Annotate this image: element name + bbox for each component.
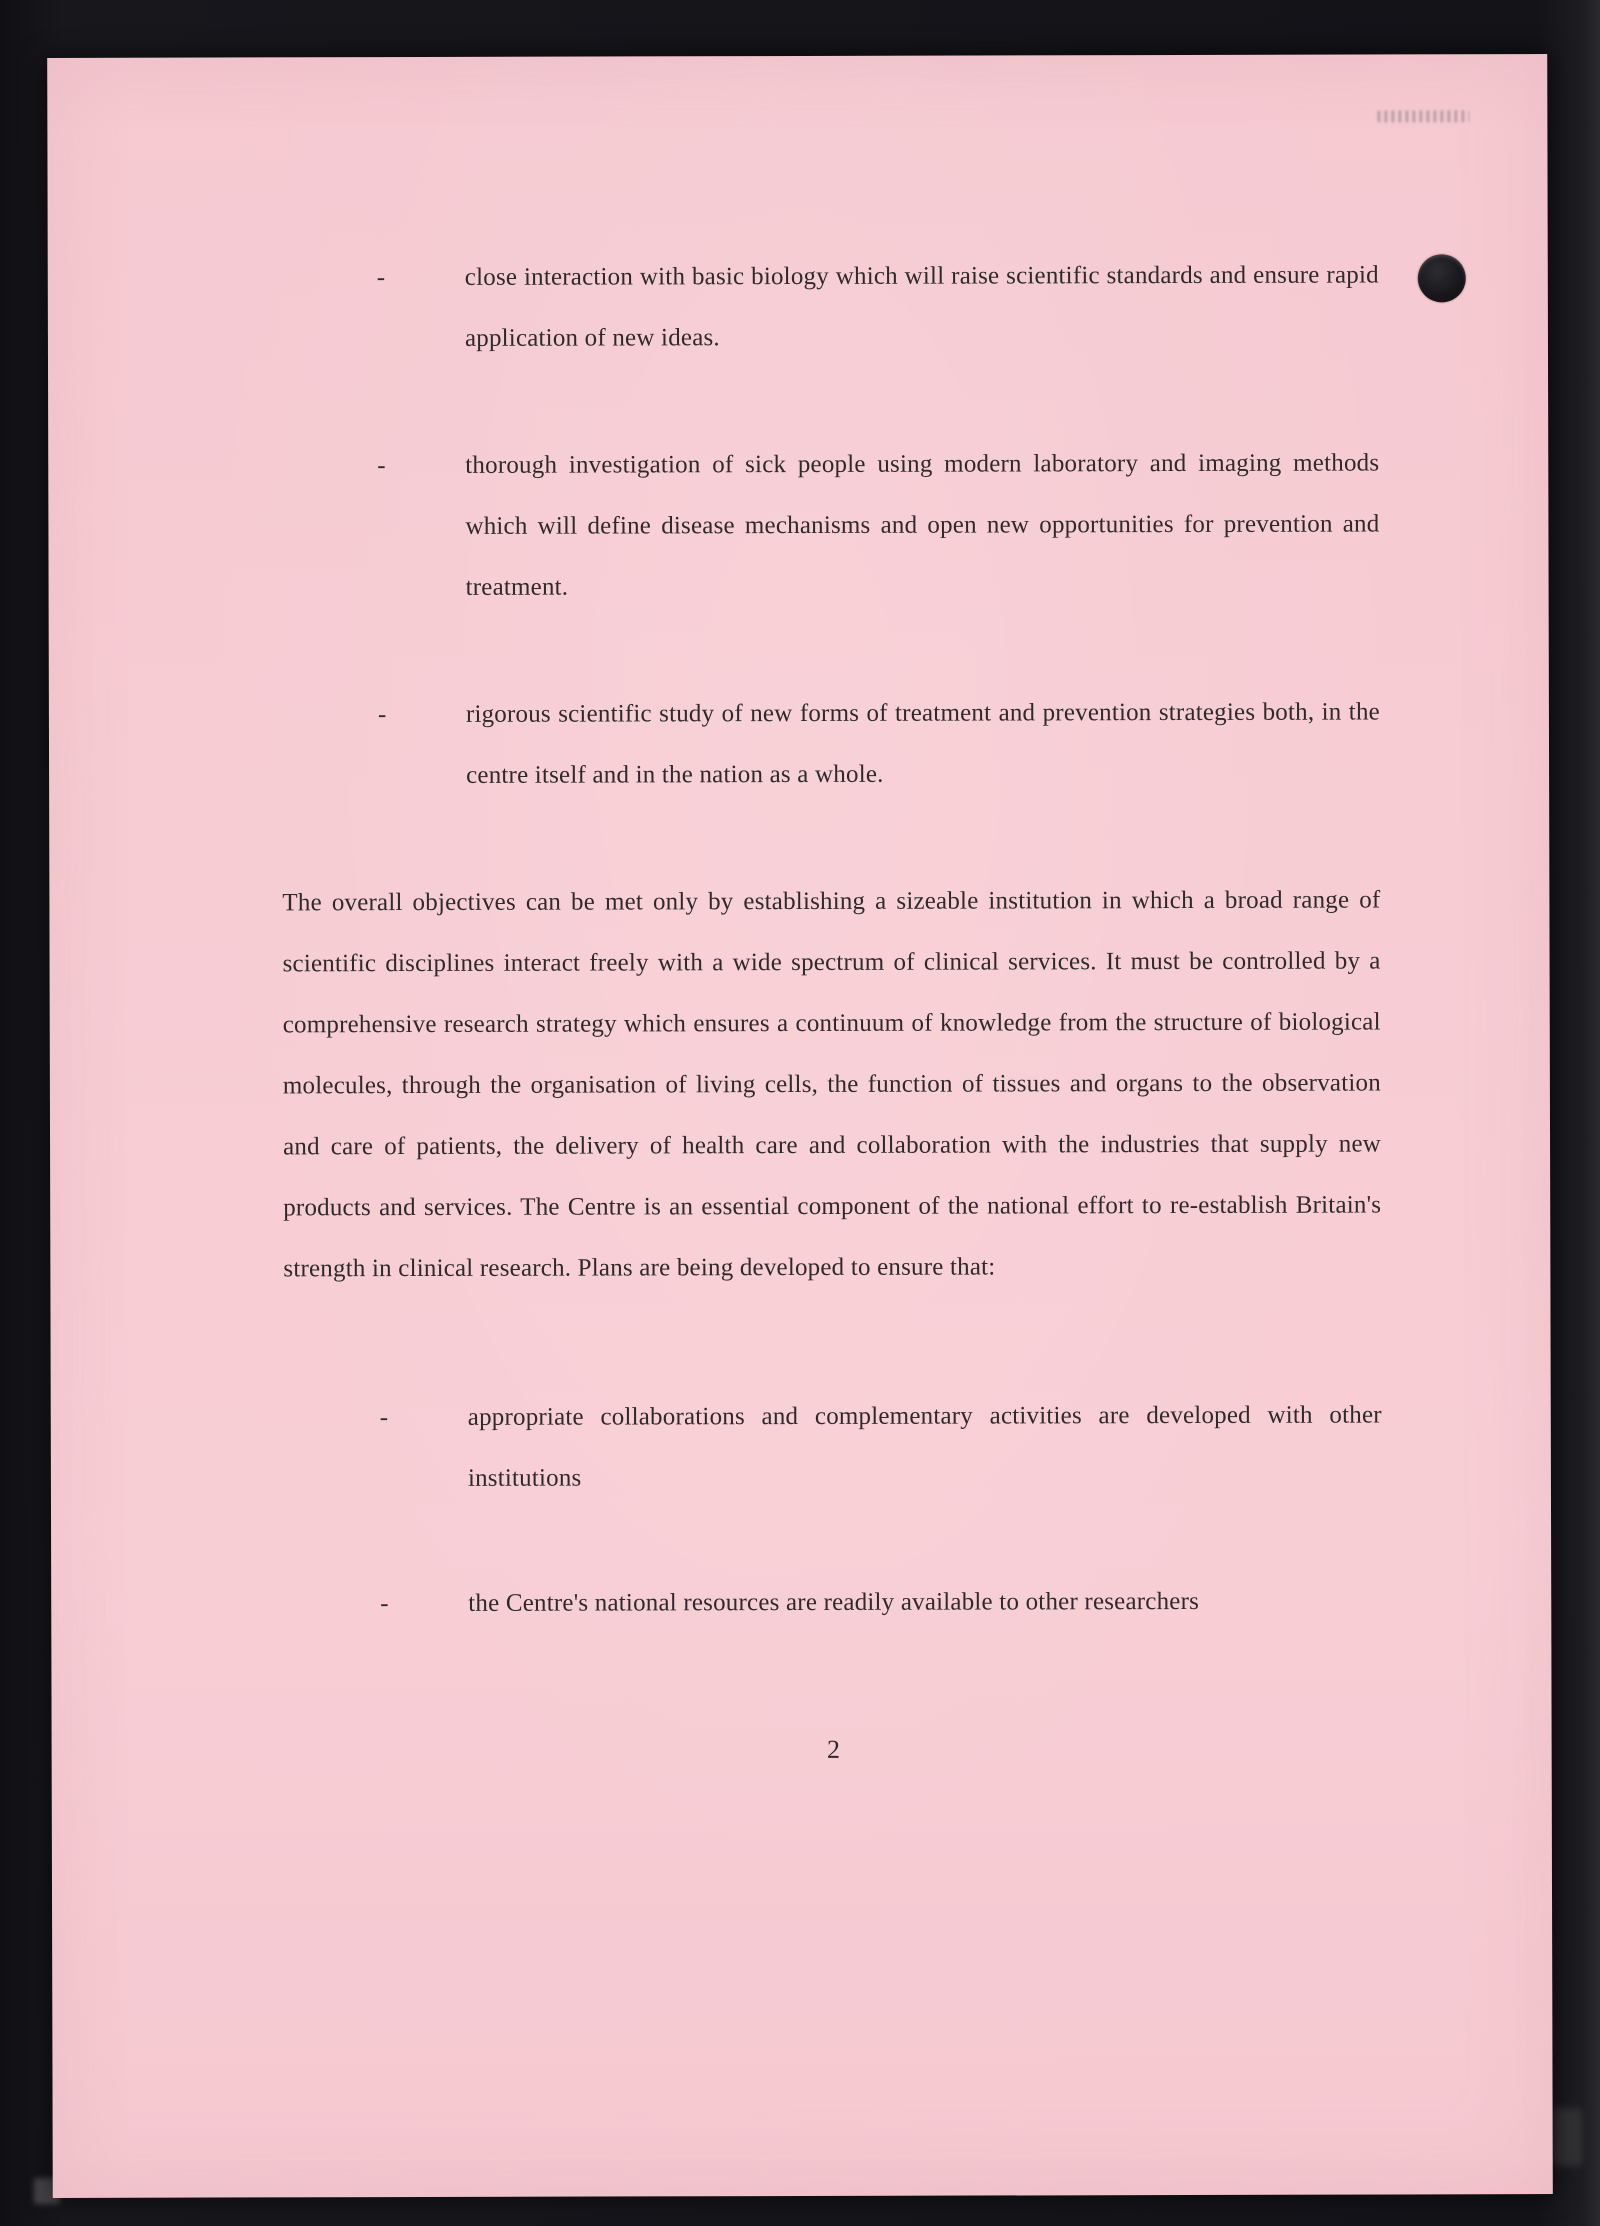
bullet-text: appropriate collaborations and complementary activities are developed with other institutions bbox=[467, 1401, 1382, 1492]
bullet-dash: - bbox=[376, 264, 386, 292]
bullet-text: close interaction with basic biology which will raise scientific standards and ensure rapid application of new ideas. bbox=[464, 261, 1379, 352]
bullet-item bbox=[281, 244, 1379, 369]
bullet-item bbox=[284, 1570, 1382, 1634]
stamp-mark bbox=[1377, 110, 1469, 122]
bullet-text: rigorous scientific study of new forms of treatment and prevention strategies both, in the centre itself and in the nation as a whole. bbox=[465, 698, 1380, 789]
bullet-dash: - bbox=[377, 701, 387, 729]
page-content bbox=[281, 244, 1383, 1781]
bullet-text: the Centre's national resources are readily available to other researchers bbox=[468, 1587, 1200, 1617]
bullet-dash: - bbox=[377, 452, 386, 480]
body-paragraph: The overall objectives can be met only by establishing a sizeable institution in which a broad range of scientific disciplines interact freely with a wide spectrum of clinical services. It must be controlled by a comprehensive research strategy which ensures a continuum of knowledge from the structure of biological molecules, through the organisation of living cells, the function of tissues and organs to the observation and care of patients, the delivery of health care and collaboration with the industries that supply new products and services. The Centre is an essential component of the national effort to re-establish Britain's strength in clinical research. Plans are being developed to ensure that: bbox=[282, 886, 1382, 1283]
hole-punch-icon bbox=[1418, 254, 1466, 302]
bullet-item bbox=[282, 681, 1380, 806]
bullet-dash: - bbox=[380, 1590, 389, 1618]
bullet-text: thorough investigation of sick people using modern laboratory and imaging methods which will define disease mechanisms and open new opportunities for prevention and treatment. bbox=[465, 449, 1380, 601]
bullet-item bbox=[284, 1384, 1382, 1509]
bullet-list-bottom bbox=[284, 1384, 1383, 1634]
page-number: 2 bbox=[826, 1734, 841, 1764]
bullet-item bbox=[281, 432, 1379, 618]
bullet-dash: - bbox=[379, 1404, 389, 1432]
document-page bbox=[47, 54, 1553, 2198]
scan-artifact bbox=[1552, 2108, 1582, 2166]
